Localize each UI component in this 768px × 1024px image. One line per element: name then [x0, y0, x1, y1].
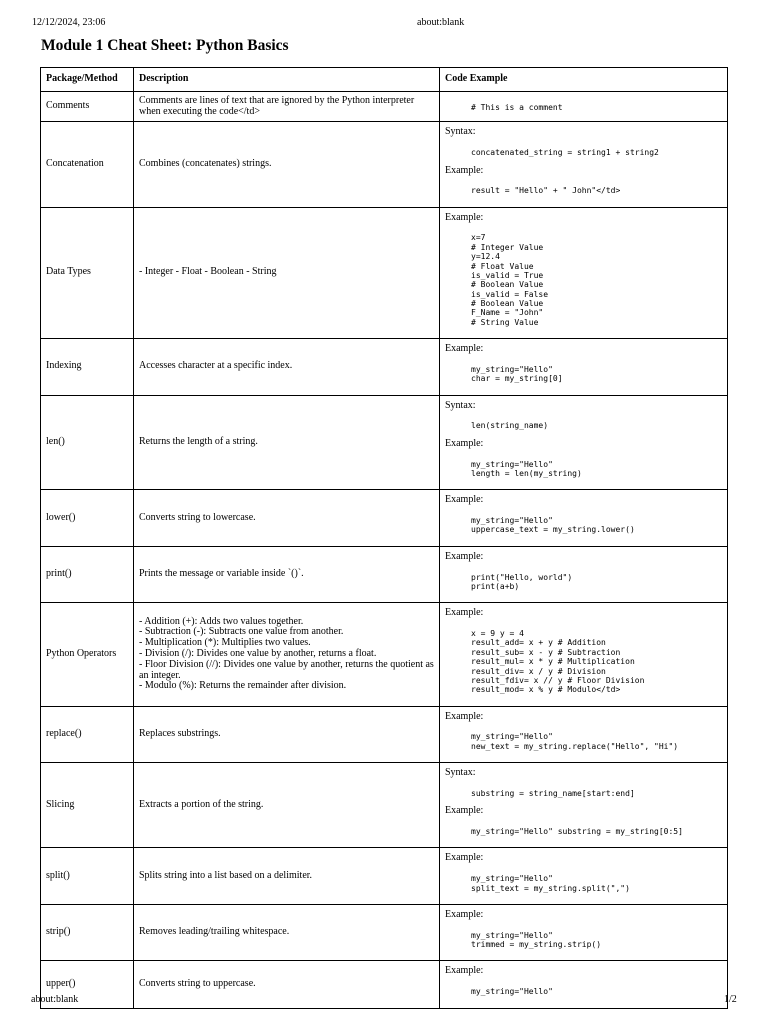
column-header-description: Description [134, 68, 440, 92]
code-example-cell [440, 490, 728, 547]
method-name: Concatenation [41, 122, 134, 207]
code-example-cell [440, 706, 728, 763]
description-line: - Addition (+): Adds two values together. [139, 615, 304, 627]
print-header-url: about:blank [417, 17, 465, 28]
table-header-row [41, 68, 728, 92]
code-snippet: print("Hello, world") print(a+b) [471, 572, 573, 591]
method-name: Data Types [41, 207, 134, 338]
method-description [134, 207, 440, 338]
method-description [134, 848, 440, 905]
code-example-cell [440, 904, 728, 961]
method-name: len() [41, 395, 134, 490]
code-label: Example: [445, 908, 484, 920]
code-snippet: substring = string_name[start:end] [471, 788, 635, 798]
column-header-package: Package/Method [41, 68, 134, 92]
code-snippet: my_string="Hello" [471, 987, 553, 997]
code-snippet: concatenated_string = string1 + string2 [471, 148, 659, 158]
table-row [41, 848, 728, 905]
code-label: Example: [445, 607, 484, 619]
print-footer-url: about:blank [31, 994, 79, 1005]
code-snippet: # This is a comment [471, 103, 563, 112]
print-datetime: 12/12/2024, 23:06 [32, 17, 106, 28]
table-row [41, 395, 728, 490]
table-row [41, 546, 728, 603]
method-description [134, 546, 440, 603]
code-snippet: my_string="Hello" split_text = my_string.split(",") [471, 874, 630, 893]
description-line: - Multiplication (*): Multiplies two values. [139, 637, 311, 649]
method-description [134, 763, 440, 848]
method-description [134, 961, 440, 1008]
code-snippet: my_string="Hello" substring = my_string[0:5] [471, 827, 683, 837]
code-label: Example: [445, 494, 484, 506]
code-example-cell [440, 763, 728, 848]
description-line: Comments are lines of text that are ignored by the Python interpreter when executing the code</td> [139, 94, 415, 117]
method-name: upper() [41, 961, 134, 1008]
method-name: replace() [41, 706, 134, 763]
method-description [134, 395, 440, 490]
description-line: - Modulo (%): Returns the remainder after division. [139, 680, 347, 692]
method-description [134, 490, 440, 547]
code-label: Example: [445, 852, 484, 864]
table-row [41, 763, 728, 848]
description-line: Accesses character at a specific index. [139, 360, 293, 372]
code-label: Example: [445, 965, 484, 977]
code-snippet: x=7 # Integer Value y=12.4 # Float Value is_valid = True # Boolean Value is_valid = False # Boolean Value F_Name = "John" # String Value [471, 233, 549, 327]
description-line: Removes leading/trailing whitespace. [139, 926, 290, 938]
description-line: Extracts a portion of the string. [139, 798, 264, 810]
method-description [134, 92, 440, 122]
description-line: Converts string to lowercase. [139, 511, 256, 523]
method-description [134, 603, 440, 706]
description-line: - Subtraction (-): Subtracts one value from another. [139, 626, 344, 638]
code-example-cell [440, 848, 728, 905]
code-snippet: my_string="Hello" new_text = my_string.replace("Hello", "Hi") [471, 732, 679, 751]
cheat-sheet-table [40, 67, 728, 1009]
table-row [41, 961, 728, 1008]
method-description [134, 706, 440, 763]
description-line: Splits string into a list based on a delimiter. [139, 869, 313, 881]
code-snippet: len(string_name) [471, 421, 549, 431]
description-line: Prints the message or variable inside `()`. [139, 568, 304, 580]
code-example-cell [440, 339, 728, 396]
code-example-cell [440, 122, 728, 207]
description-line: Converts string to uppercase. [139, 978, 256, 990]
code-example-cell [440, 546, 728, 603]
code-label: Example: [445, 550, 484, 562]
method-name: split() [41, 848, 134, 905]
column-header-code-example: Code Example [440, 68, 728, 92]
code-label: Example: [445, 343, 484, 355]
method-name: lower() [41, 490, 134, 547]
code-snippet: result = "Hello" + " John"</td> [471, 186, 621, 196]
description-line: Replaces substrings. [139, 727, 221, 739]
method-description [134, 122, 440, 207]
table-row [41, 904, 728, 961]
table-row [41, 92, 728, 122]
code-example-cell [440, 395, 728, 490]
code-label: Example: [445, 211, 484, 223]
code-label: Example: [445, 710, 484, 722]
code-label: Syntax: [445, 767, 476, 779]
code-label: Syntax: [445, 126, 476, 138]
page-number: 1/2 [724, 994, 737, 1005]
method-name: print() [41, 546, 134, 603]
code-example-cell [440, 603, 728, 706]
method-name: Slicing [41, 763, 134, 848]
description-line: Combines (concatenates) strings. [139, 158, 272, 170]
code-snippet: my_string="Hello" trimmed = my_string.strip() [471, 930, 602, 950]
method-name: strip() [41, 904, 134, 961]
description-line: - Division (/): Divides one value by another, returns a float. [139, 648, 377, 660]
code-example-cell [440, 207, 728, 338]
description-line: - Integer - Float - Boolean - String [139, 266, 277, 278]
code-example-cell [440, 92, 728, 122]
code-snippet: my_string="Hello" uppercase_text = my_string.lower() [471, 516, 635, 535]
description-line: Returns the length of a string. [139, 436, 258, 448]
description-line: - Floor Division (//): Divides one value by another, returns the quotient as an integer. [139, 658, 434, 681]
code-label: Syntax: [445, 399, 476, 411]
code-label: Example: [445, 164, 484, 176]
page-title: Module 1 Cheat Sheet: Python Basics [41, 37, 289, 54]
method-name: Python Operators [41, 603, 134, 706]
method-name: Indexing [41, 339, 134, 396]
code-snippet: my_string="Hello" length = len(my_string) [471, 459, 582, 478]
code-snippet: x = 9 y = 4 result_add= x + y # Addition result_sub= x - y # Subtraction result_mul= x * y # Multiplication result_div= x / y # Division result_fdiv= x // y # Floor Division result_mod= x % y # Modulo</td> [471, 629, 645, 695]
method-name: Comments [41, 92, 134, 122]
table-row [41, 207, 728, 338]
method-description [134, 339, 440, 396]
table-row [41, 603, 728, 706]
code-label: Example: [445, 437, 484, 449]
table-row [41, 490, 728, 547]
code-example-cell [440, 961, 728, 1008]
code-snippet: my_string="Hello" char = my_string[0] [471, 364, 563, 384]
table-row [41, 339, 728, 396]
table-row [41, 706, 728, 763]
method-description [134, 904, 440, 961]
table-row [41, 122, 728, 207]
code-label: Example: [445, 805, 484, 817]
